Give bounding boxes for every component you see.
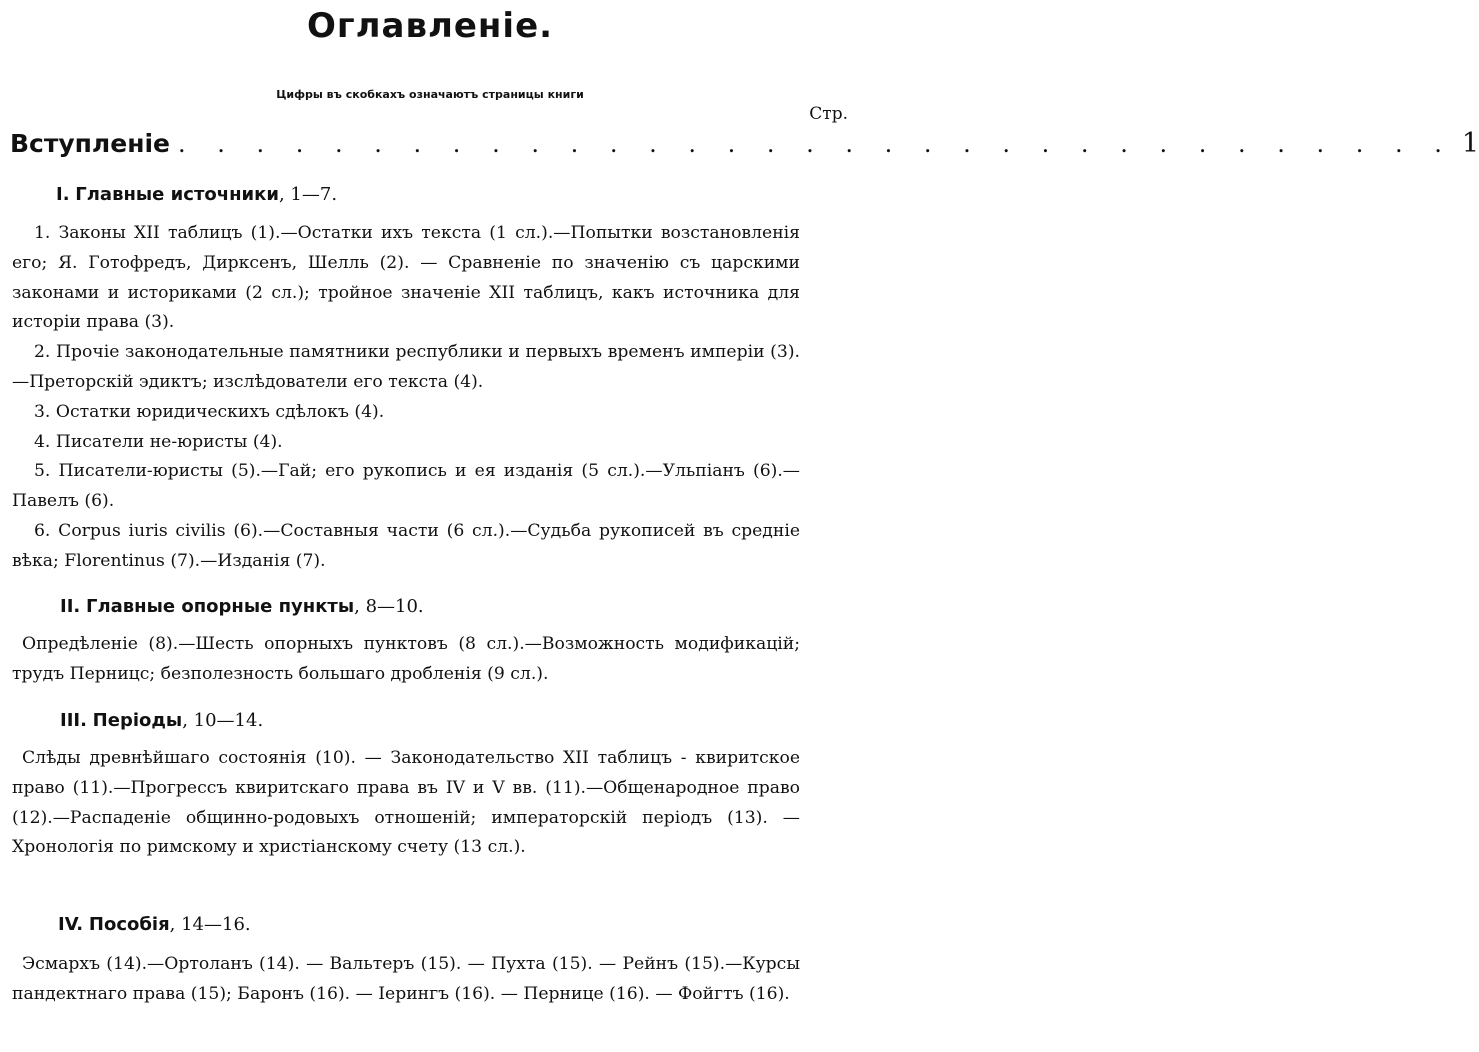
paragraph: Слѣды древнѣйшаго состоянія (10). — Законодательство XII таблицъ - квиритское право (11).—Прогрессъ квиритскаго права въ IV и V вв. (11).—Общенародное право (12).—Распаденіе общинно-родовыхъ отношеній; императорскій періодъ (13). — Хронологія по римскому и христіанскому счету (13 сл.). (12, 748, 800, 858)
page-title: Оглавленіе. (306, 6, 554, 46)
page-column-label: Стр. (809, 104, 848, 124)
paragraph: Эсмархъ (14).—Ортоланъ (14). — Вальтеръ (15). — Пухта (15). — Рейнъ (15).—Курсы пандектнаго права (15); Баронъ (16). — Іерингъ (16). — Перницe (16). — Фойгтъ (16). (12, 954, 800, 1004)
section-4-body (12, 950, 800, 1010)
section-heading-4 (58, 914, 251, 935)
section-page-range: , 1—7. (278, 184, 338, 205)
section-3-body (12, 744, 800, 863)
paragraph: 5. Писатели-юристы (5).—Гай; его рукопись и ея изданія (5 сл.).—Ульпіанъ (6).—Павелъ (6). (12, 461, 800, 512)
section-page-range: , 14—16. (169, 914, 251, 935)
section-heading-3 (60, 710, 263, 731)
paragraph: 2. Прочіе законодательные памятники республики и первыхъ временъ имперіи (3).—Преторскій эдиктъ; изслѣдователи его текста (4). (12, 342, 800, 392)
paragraph: 3. Остатки юридическихъ сдѣлокъ (4). (34, 401, 385, 422)
introduction-title: Вступленіе (10, 129, 170, 158)
section-number: IV. (58, 914, 84, 935)
toc-entry-introduction (10, 128, 1479, 159)
section-2-body (12, 630, 800, 690)
paragraph: 6. Corpus iuris civilis (6).—Составныя части (6 сл.).—Судьба рукописей въ средніе вѣка; Florentinus (7).—Изданія (7). (12, 520, 800, 571)
section-number: I. (56, 184, 70, 205)
section-page-range: , 10—14. (182, 710, 264, 731)
section-number: II. (60, 596, 81, 617)
paragraph: 4. Писатели не-юристы (4). (34, 431, 283, 452)
section-title: Главные источники (75, 184, 279, 205)
section-heading-1 (56, 184, 337, 205)
dot-leader: . . . . . . . . . . . . . . . . . . . . . . . . . . . . . . . . . (178, 130, 1454, 158)
section-title: Періоды (92, 710, 183, 731)
introduction-page-number: 1 (1461, 128, 1479, 159)
section-1-body (12, 219, 800, 577)
section-heading-2 (60, 596, 424, 617)
paragraph: 1. Законы XII таблицъ (1).—Остатки ихъ текста (1 сл.).—Попытки возстановленія его; Я. Готофредъ, Дирксенъ, Шелль (2). — Сравненіе по значенію съ царскими законами и историками (2 сл.); тройное значеніе XII таблицъ, какъ источника для исторіи права (3). (12, 223, 800, 333)
page-numbers-note: Цифры въ скобкахъ означаютъ страницы книги (276, 88, 584, 101)
section-number: III. (60, 710, 87, 731)
section-title: Главные опорные пункты (85, 596, 355, 617)
paragraph: Опредѣленіе (8).—Шесть опорныхъ пунктовъ (8 сл.).—Возможность модификацій; трудъ Перницс; безполезность большаго дробленія (9 сл.). (12, 634, 800, 684)
section-page-range: , 8—10. (354, 596, 424, 617)
section-title: Пособія (88, 914, 170, 935)
